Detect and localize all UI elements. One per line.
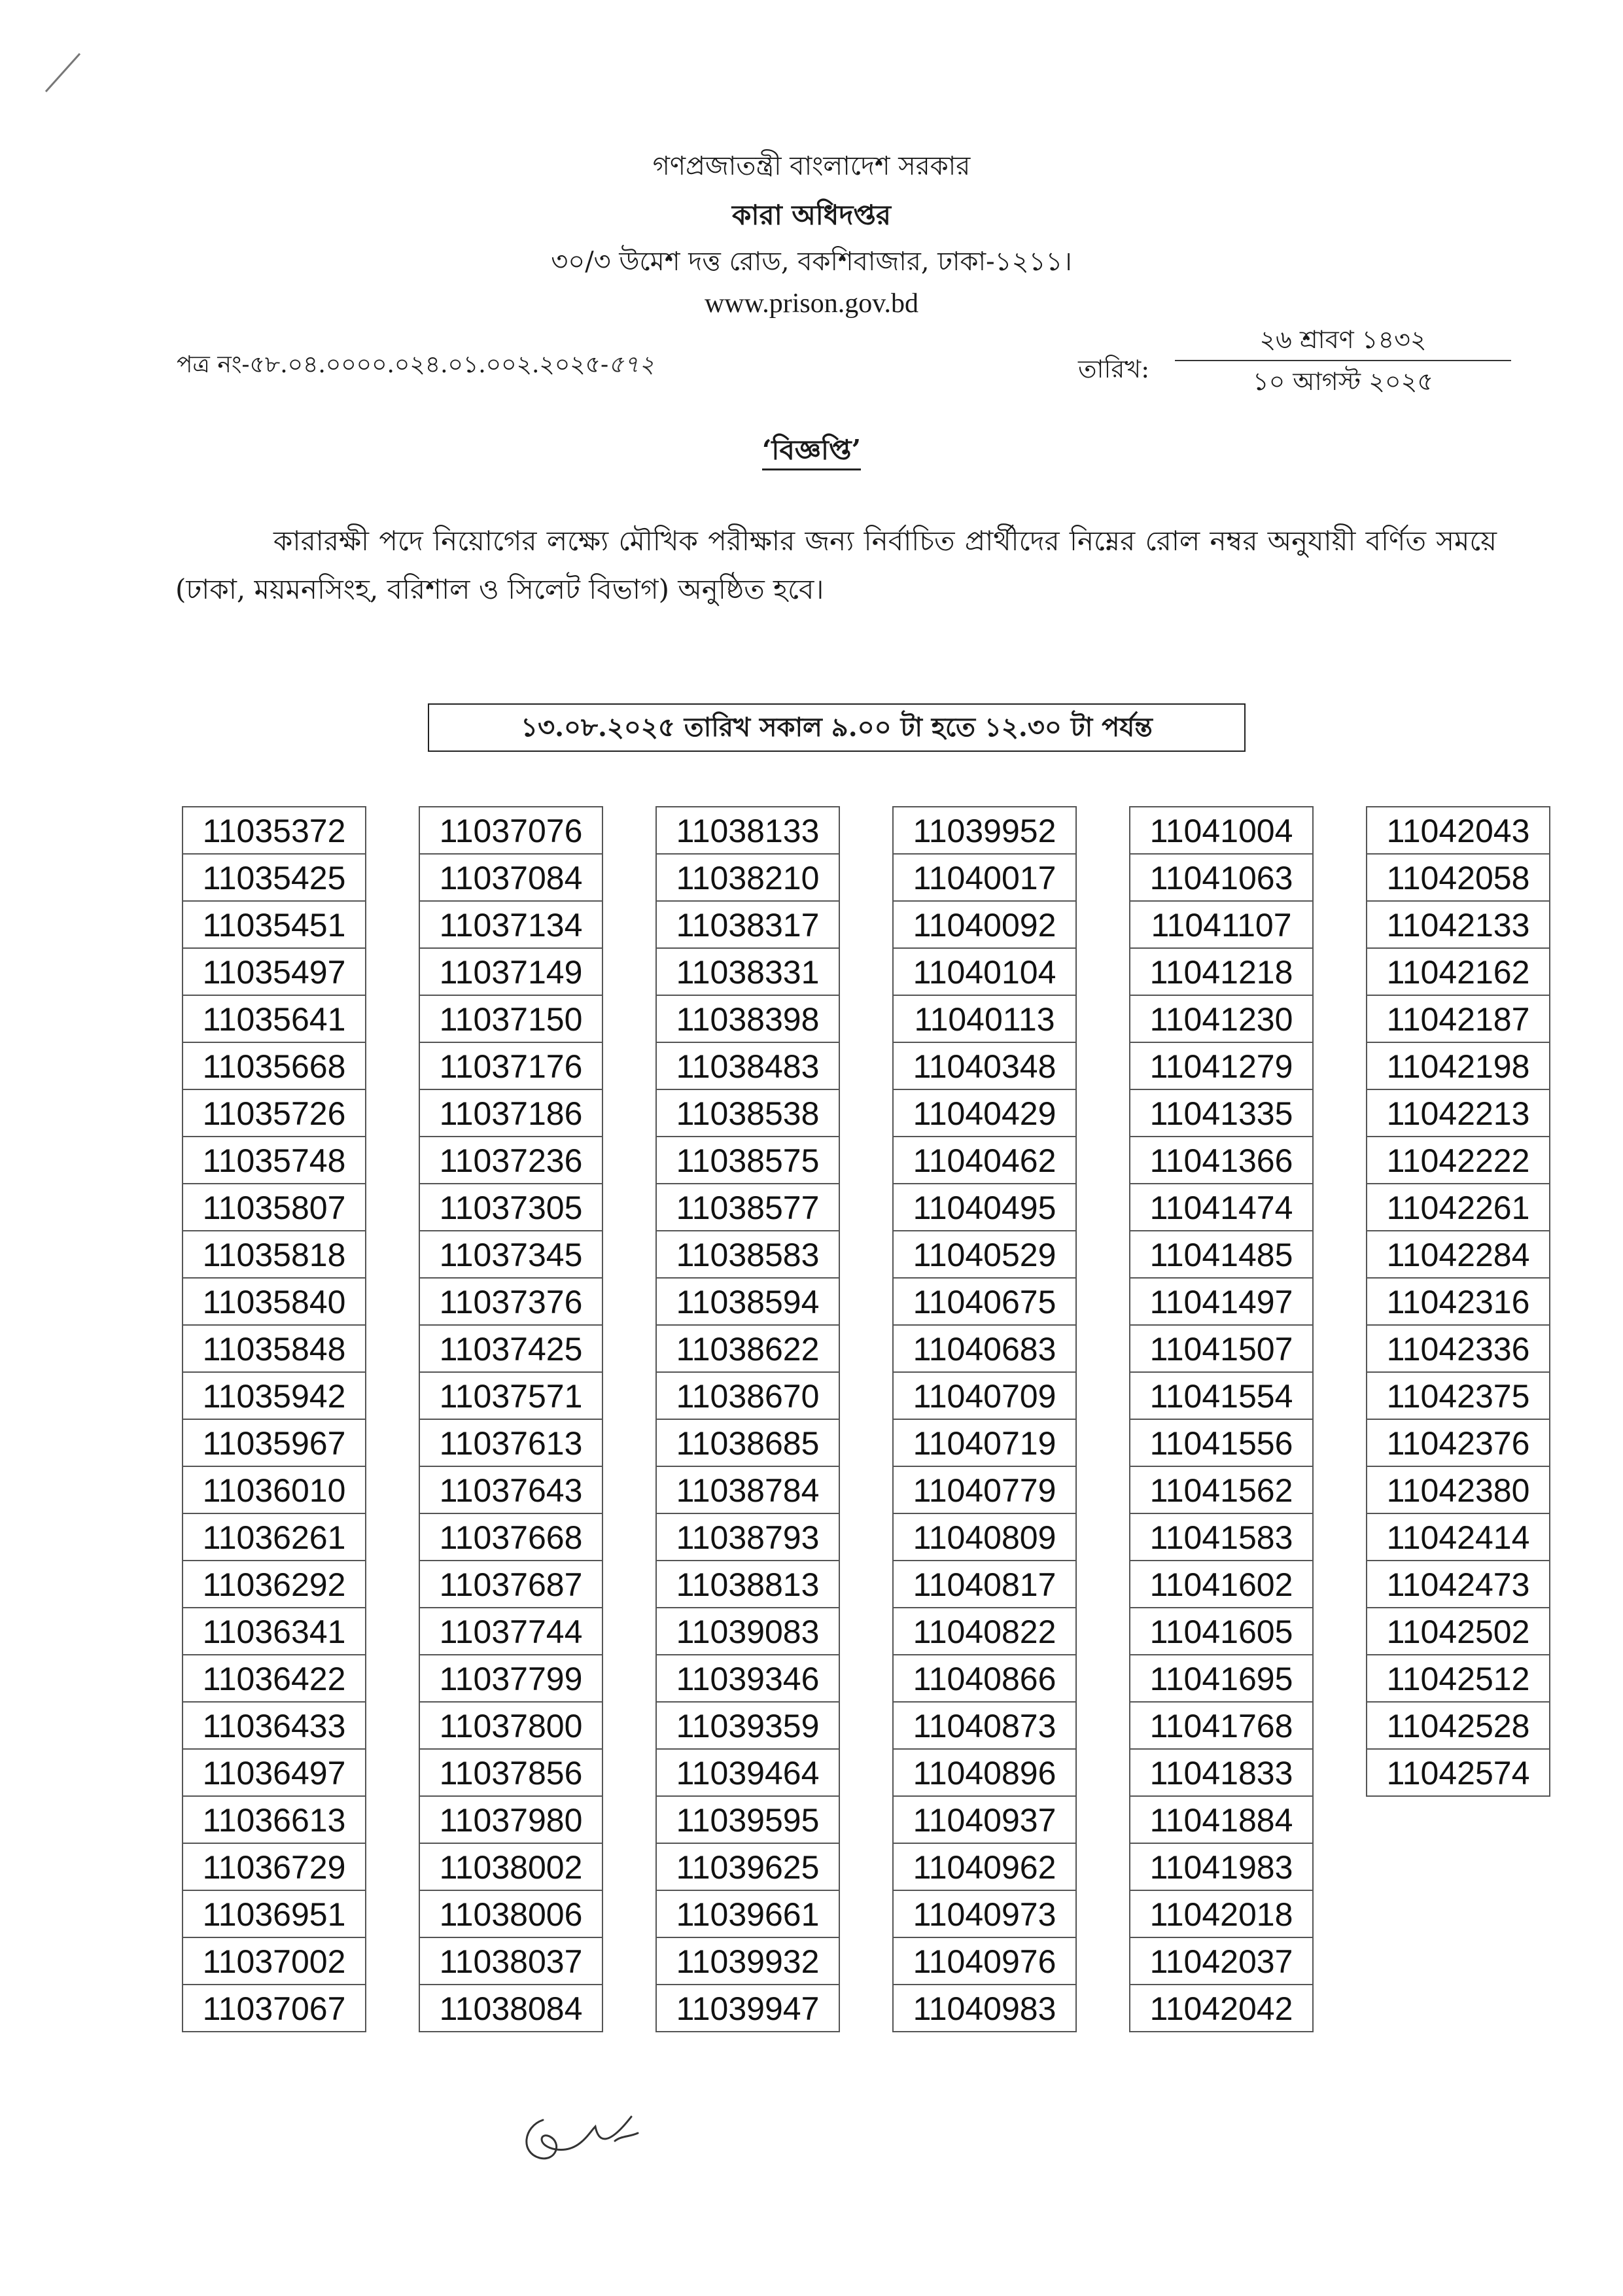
roll-number-cell: 11042502 (1367, 1608, 1549, 1655)
roll-number-cell: 11041335 (1130, 1090, 1312, 1137)
roll-number-cell: 11040809 (894, 1514, 1075, 1561)
roll-number-cell: 11035748 (183, 1137, 365, 1184)
website-link[interactable]: www.prison.gov.bd (704, 289, 919, 319)
roll-number-cell: 11035372 (183, 807, 365, 855)
roll-number-cell: 11041605 (1130, 1608, 1312, 1655)
roll-number-cell: 11038398 (657, 996, 839, 1043)
roll-number-cell: 11039932 (657, 1938, 839, 1985)
roll-number-cell: 11038670 (657, 1373, 839, 1420)
roll-number-cell: 11039947 (657, 1985, 839, 2032)
roll-number-cell: 11040962 (894, 1844, 1075, 1891)
roll-number-cell: 11041583 (1130, 1514, 1312, 1561)
roll-number-cell: 11039083 (657, 1608, 839, 1655)
roll-number-cell: 11041602 (1130, 1561, 1312, 1608)
notice-body-text: কারারক্ষী পদে নিয়োগের লক্ষ্যে মৌখিক পরীক্ষার জন্য নির্বাচিত প্রার্থীদের নিম্নের রোল নম্বর অনুযায়ী বর্ণিত সময়ে (ঢাকা, ময়মনসিংহ, বরিশাল ও সিলেট বিভাগ) অনুষ্ঠিত হবে। (175, 525, 1497, 605)
roll-number-cell: 11035497 (183, 949, 365, 996)
roll-number-cell: 11041884 (1130, 1797, 1312, 1844)
roll-number-cell: 11035848 (183, 1326, 365, 1373)
roll-number-cell: 11040822 (894, 1608, 1075, 1655)
roll-number-cell: 11038317 (657, 902, 839, 949)
roll-number-cell: 11037084 (420, 855, 602, 902)
roll-number-cell: 11037305 (420, 1184, 602, 1231)
roll-number-cell: 11040973 (894, 1891, 1075, 1938)
roll-number-cell: 11042162 (1367, 949, 1549, 996)
roll-number-cell: 11042375 (1367, 1373, 1549, 1420)
roll-number-cell: 11037134 (420, 902, 602, 949)
roll-number-cell: 11040873 (894, 1703, 1075, 1750)
roll-column-2 (419, 806, 603, 2032)
roll-number-cell: 11037613 (420, 1420, 602, 1467)
roll-number-cell: 11035668 (183, 1043, 365, 1090)
roll-number-cell: 11037643 (420, 1467, 602, 1514)
roll-number-cell: 11040429 (894, 1090, 1075, 1137)
roll-number-cell: 11041279 (1130, 1043, 1312, 1090)
roll-number-cell: 11041562 (1130, 1467, 1312, 1514)
roll-number-cell: 11040683 (894, 1326, 1075, 1373)
roll-number-cell: 11042187 (1367, 996, 1549, 1043)
roll-number-cell: 11035942 (183, 1373, 365, 1420)
roll-number-cell: 11036433 (183, 1703, 365, 1750)
address: ৩০/৩ উমেশ দত্ত রোড, বকশিবাজার, ঢাকা-১২১১। (551, 247, 1072, 277)
scan-mark-icon (39, 46, 92, 105)
memo-handwritten-number: ৫৭২ (608, 351, 655, 378)
roll-number-cell: 11041107 (1130, 902, 1312, 949)
roll-number-cell: 11039625 (657, 1844, 839, 1891)
roll-number-cell: 11042574 (1367, 1750, 1549, 1797)
roll-number-cell: 11037076 (420, 807, 602, 855)
department-name: কারা অধিদপ্তর (731, 199, 892, 231)
roll-number-cell: 11040092 (894, 902, 1075, 949)
roll-number-cell: 11041507 (1130, 1326, 1312, 1373)
date-label: তারিখ: (1078, 355, 1150, 383)
roll-number-cell: 11041474 (1130, 1184, 1312, 1231)
roll-number-cell: 11040866 (894, 1655, 1075, 1703)
roll-number-cell: 11035726 (183, 1090, 365, 1137)
roll-number-cell: 11042316 (1367, 1279, 1549, 1326)
roll-number-cell: 11037150 (420, 996, 602, 1043)
roll-number-cell: 11038575 (657, 1137, 839, 1184)
roll-number-cell: 11036497 (183, 1750, 365, 1797)
roll-number-cell: 11039661 (657, 1891, 839, 1938)
roll-number-cell: 11037744 (420, 1608, 602, 1655)
roll-number-cell: 11040779 (894, 1467, 1075, 1514)
signature-icon (517, 2081, 648, 2172)
date-block (1175, 319, 1511, 402)
roll-number-cell: 11042043 (1367, 807, 1549, 855)
roll-number-cell: 11037176 (420, 1043, 602, 1090)
roll-number-cell: 11041556 (1130, 1420, 1312, 1467)
roll-number-cell: 11042528 (1367, 1703, 1549, 1750)
roll-number-cell: 11042198 (1367, 1043, 1549, 1090)
notice-title-text: ‘বিজ্ঞপ্তি’ (762, 434, 861, 470)
roll-number-cell: 11037345 (420, 1231, 602, 1279)
roll-number-cell: 11039952 (894, 807, 1075, 855)
roll-number-cell: 11040675 (894, 1279, 1075, 1326)
roll-number-cell: 11038577 (657, 1184, 839, 1231)
roll-number-cell: 11041485 (1130, 1231, 1312, 1279)
roll-number-cell: 11038133 (657, 807, 839, 855)
roll-number-cell: 11040348 (894, 1043, 1075, 1090)
roll-number-cell: 11037425 (420, 1326, 602, 1373)
roll-number-cell: 11038210 (657, 855, 839, 902)
roll-number-cell: 11040529 (894, 1231, 1075, 1279)
roll-number-cell: 11041554 (1130, 1373, 1312, 1420)
roll-number-cell: 11036341 (183, 1608, 365, 1655)
roll-number-cell: 11038002 (420, 1844, 602, 1891)
roll-number-cell: 11040937 (894, 1797, 1075, 1844)
roll-number-cell: 11039346 (657, 1655, 839, 1703)
roll-number-cell: 11038793 (657, 1514, 839, 1561)
notice-title (0, 429, 1623, 475)
roll-number-cell: 11042512 (1367, 1655, 1549, 1703)
roll-number-cell: 11042380 (1367, 1467, 1549, 1514)
roll-column-3 (655, 806, 840, 2032)
roll-number-cell: 11035807 (183, 1184, 365, 1231)
roll-number-cell: 11040113 (894, 996, 1075, 1043)
roll-number-cell: 11036261 (183, 1514, 365, 1561)
roll-number-cell: 11042473 (1367, 1561, 1549, 1608)
roll-number-cell: 11035451 (183, 902, 365, 949)
roll-number-cell: 11039359 (657, 1703, 839, 1750)
roll-number-cell: 11037800 (420, 1703, 602, 1750)
roll-number-cell: 11036292 (183, 1561, 365, 1608)
date-bangla: ২৬ শ্রাবণ ১৪৩২ (1175, 319, 1511, 361)
roll-number-cell: 11038538 (657, 1090, 839, 1137)
roll-number-cell: 11038583 (657, 1231, 839, 1279)
roll-number-cell: 11040104 (894, 949, 1075, 996)
roll-column-6 (1366, 806, 1550, 1797)
roll-number-cell: 11038784 (657, 1467, 839, 1514)
roll-number-cell: 11038483 (657, 1043, 839, 1090)
roll-number-cell: 11040709 (894, 1373, 1075, 1420)
roll-number-cell: 11036613 (183, 1797, 365, 1844)
roll-number-cell: 11038622 (657, 1326, 839, 1373)
roll-number-cell: 11042213 (1367, 1090, 1549, 1137)
roll-number-cell: 11041230 (1130, 996, 1312, 1043)
roll-number-cell: 11040017 (894, 855, 1075, 902)
roll-number-cell: 11037149 (420, 949, 602, 996)
roll-number-cell: 11042376 (1367, 1420, 1549, 1467)
roll-number-cell: 11042042 (1130, 1985, 1312, 2032)
roll-number-cell: 11037799 (420, 1655, 602, 1703)
roll-number-cell: 11041366 (1130, 1137, 1312, 1184)
roll-number-cell: 11037571 (420, 1373, 602, 1420)
roll-number-cell: 11035840 (183, 1279, 365, 1326)
roll-number-cell: 11040719 (894, 1420, 1075, 1467)
roll-number-cell: 11041218 (1130, 949, 1312, 996)
roll-column-1 (182, 806, 366, 2032)
roll-number-cell: 11037376 (420, 1279, 602, 1326)
roll-number-cell: 11038331 (657, 949, 839, 996)
roll-number-cell: 11038084 (420, 1985, 602, 2032)
roll-number-cell: 11037668 (420, 1514, 602, 1561)
government-name: গণপ্রজাতন্ত্রী বাংলাদেশ সরকার (652, 151, 971, 181)
roll-number-cell: 11041695 (1130, 1655, 1312, 1703)
roll-number-cell: 11041004 (1130, 807, 1312, 855)
roll-number-cell: 11037236 (420, 1137, 602, 1184)
roll-number-cell: 11041983 (1130, 1844, 1312, 1891)
roll-number-cell: 11037980 (420, 1797, 602, 1844)
roll-number-cell: 11038594 (657, 1279, 839, 1326)
roll-number-cell: 11035641 (183, 996, 365, 1043)
roll-number-cell: 11042018 (1130, 1891, 1312, 1938)
roll-number-cell: 11042261 (1367, 1184, 1549, 1231)
roll-number-cell: 11038813 (657, 1561, 839, 1608)
roll-number-cell: 11038685 (657, 1420, 839, 1467)
roll-number-cell: 11040896 (894, 1750, 1075, 1797)
roll-number-cell: 11035818 (183, 1231, 365, 1279)
roll-number-cell: 11040462 (894, 1137, 1075, 1184)
notice-body (175, 517, 1497, 614)
date-english: ১০ আগস্ট ২০২৫ (1252, 367, 1434, 396)
roll-number-cell: 11040976 (894, 1938, 1075, 1985)
roll-number-cell: 11036951 (183, 1891, 365, 1938)
roll-number-cell: 11040495 (894, 1184, 1075, 1231)
roll-number-cell: 11042336 (1367, 1326, 1549, 1373)
roll-number-cell: 11039595 (657, 1797, 839, 1844)
roll-number-cell: 11037856 (420, 1750, 602, 1797)
roll-number-cell: 11042058 (1367, 855, 1549, 902)
roll-number-cell: 11035425 (183, 855, 365, 902)
roll-number-cell: 11041063 (1130, 855, 1312, 902)
roll-number-cell: 11042284 (1367, 1231, 1549, 1279)
roll-number-cell: 11035967 (183, 1420, 365, 1467)
roll-number-cell: 11041768 (1130, 1703, 1312, 1750)
roll-number-cell: 11042133 (1367, 902, 1549, 949)
roll-number-cell: 11037687 (420, 1561, 602, 1608)
roll-number-cell: 11042414 (1367, 1514, 1549, 1561)
memo-number-text: পত্র নং-৫৮.০৪.০০০০.০২৪.০১.০০২.২০২৫- (177, 351, 609, 378)
roll-number-cell: 11040817 (894, 1561, 1075, 1608)
roll-number-cell: 11040983 (894, 1985, 1075, 2032)
roll-number-cell: 11038006 (420, 1891, 602, 1938)
roll-number-cell: 11042037 (1130, 1938, 1312, 1985)
roll-number-cell: 11038037 (420, 1938, 602, 1985)
roll-number-cell: 11041497 (1130, 1279, 1312, 1326)
roll-number-cell: 11036729 (183, 1844, 365, 1891)
roll-number-cell: 11042222 (1367, 1137, 1549, 1184)
roll-column-5 (1129, 806, 1314, 2032)
roll-number-cell: 11037186 (420, 1090, 602, 1137)
roll-column-4 (892, 806, 1077, 2032)
roll-number-cell: 11039464 (657, 1750, 839, 1797)
roll-number-cell: 11037002 (183, 1938, 365, 1985)
memo-number (177, 347, 654, 386)
roll-number-cell: 11041833 (1130, 1750, 1312, 1797)
roll-number-cell: 11036010 (183, 1467, 365, 1514)
roll-number-cell: 11036422 (183, 1655, 365, 1703)
roll-number-cell: 11037067 (183, 1985, 365, 2032)
schedule-box: ১৩.০৮.২০২৫ তারিখ সকাল ৯.০০ টা হতে ১২.৩০ টা পর্যন্ত (428, 703, 1246, 752)
